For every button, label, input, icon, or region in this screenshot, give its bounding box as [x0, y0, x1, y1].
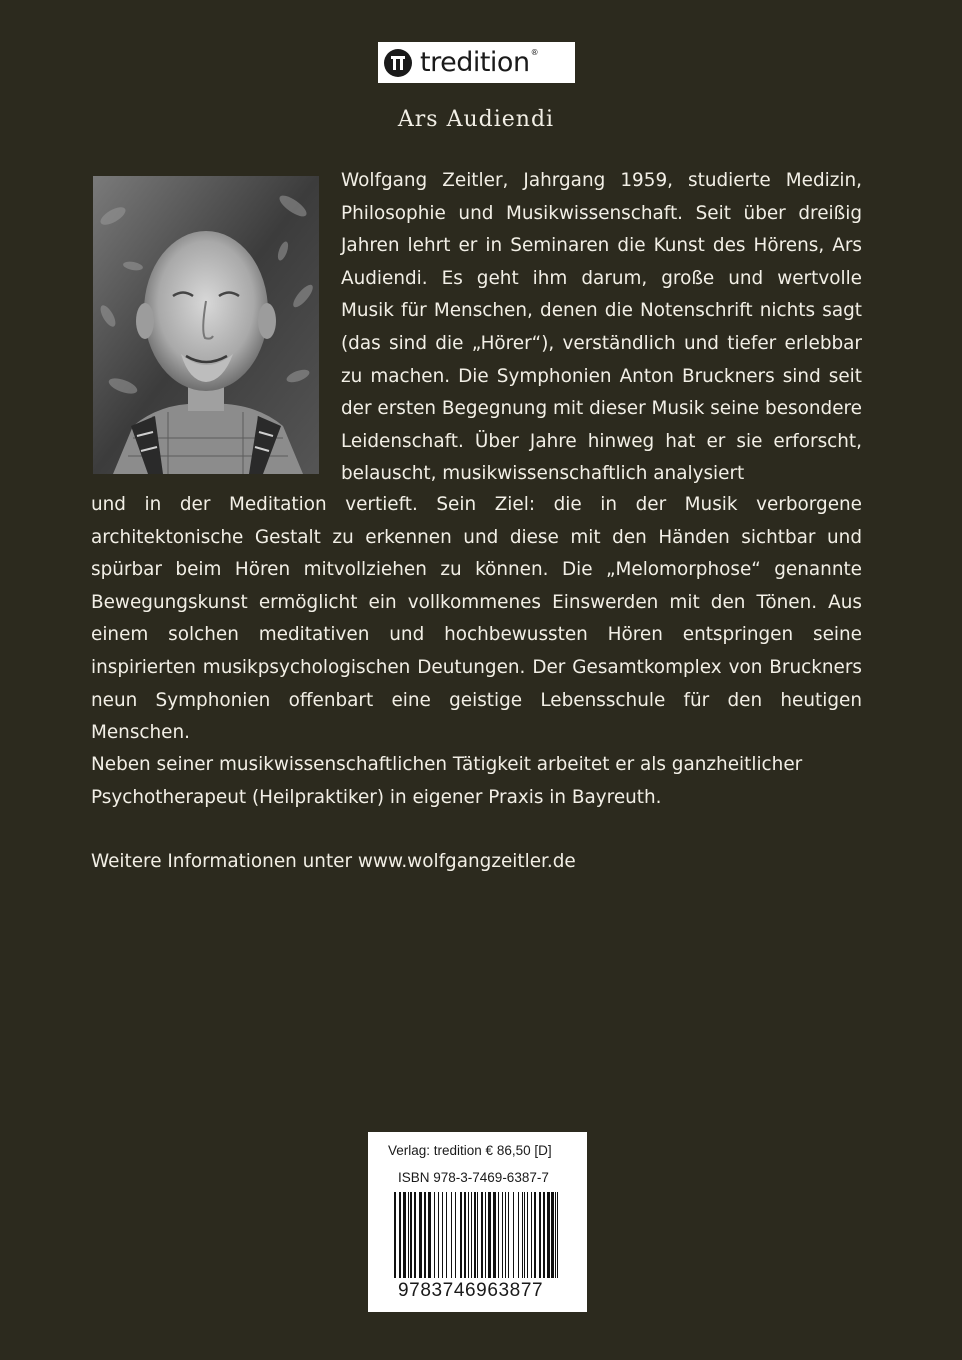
barcode-bar: [474, 1192, 476, 1278]
barcode-bar: [555, 1192, 556, 1278]
bio-paragraph-practice: Neben seiner musikwissenschaftlichen Tätigkeit arbeitet er als ganzheitlicher Psychotherapeut (Heilpraktiker) in eigener Praxis in Bayreuth.: [91, 754, 803, 808]
barcode-digits: 9783746963877: [398, 1280, 544, 1301]
barcode-bar: [498, 1192, 499, 1278]
barcode-bar: [424, 1192, 426, 1278]
barcode-bar: [513, 1192, 514, 1278]
barcode-bar: [518, 1192, 519, 1278]
publisher-logo: [378, 42, 575, 83]
barcode-bar: [468, 1192, 469, 1278]
barcode-bar: [551, 1192, 554, 1278]
barcode-bar: [455, 1192, 456, 1278]
barcode-bar: [502, 1192, 503, 1278]
barcode-bar: [527, 1192, 528, 1278]
publisher-name: tredition: [420, 47, 530, 78]
barcode-bar: [394, 1192, 396, 1278]
barcode-bar: [403, 1192, 406, 1278]
barcode-bar: [534, 1192, 536, 1278]
barcode-bar: [460, 1192, 462, 1278]
barcode-bar: [464, 1192, 466, 1278]
barcode-bar: [557, 1192, 558, 1278]
barcode-bar: [408, 1192, 409, 1278]
barcode-bar: [481, 1192, 483, 1278]
barcode-bar: [446, 1192, 447, 1278]
barcode-bar: [438, 1192, 439, 1278]
barcode-bar: [442, 1192, 443, 1278]
barcode-bar: [543, 1192, 545, 1278]
barcode-bar: [505, 1192, 506, 1278]
barcode-bar: [414, 1192, 416, 1278]
barcode-bar: [522, 1192, 523, 1278]
barcode-bar: [539, 1192, 541, 1278]
bio-paragraph-continued: und in der Meditation vertieft. Sein Ziel: die in der Musik verborgene architektonische Gestalt zu erkennen und diese mit den Händen sichtbar und spürbar beim Hören mitvollziehen zu können. Die „Melomorphose“ genannte Bewegungskunst ermöglicht ein vollkommenes Einswerden mit den Tönen. Aus einem solchen meditativen und hochbewussten Hören entspringen seine inspirierten musikpsychologischen Deutungen. Der Gesamtkomplex von Bruckners neun Symphonien offenbart eine geistige Lebensschule für den heutigen Menschen.: [91, 494, 862, 744]
barcode-bar: [493, 1192, 496, 1278]
barcode-bars: [394, 1192, 561, 1278]
price-line: Verlag: tredition € 86,50 [D]: [388, 1143, 552, 1158]
barcode-bar: [524, 1192, 525, 1278]
barcode-bar: [471, 1192, 472, 1278]
barcode-bar: [547, 1192, 550, 1278]
barcode-bar: [399, 1192, 401, 1278]
barcode-bar: [477, 1192, 478, 1278]
barcode-bar: [434, 1192, 435, 1278]
author-photo: [93, 176, 319, 474]
barcode-bar: [508, 1192, 509, 1278]
barcode-bar: [488, 1192, 491, 1278]
barcode-bar: [419, 1192, 422, 1278]
isbn-line: ISBN 978-3-7469-6387-7: [398, 1170, 549, 1185]
barcode-bar: [428, 1192, 431, 1278]
barcode-bar: [531, 1192, 532, 1278]
registered-mark: ®: [530, 48, 539, 57]
isbn-barcode-box: [368, 1132, 587, 1312]
barcode-bar: [451, 1192, 452, 1278]
tredition-logo-icon: [384, 49, 412, 77]
barcode-bar: [410, 1192, 412, 1278]
bio-paragraph-intro: Wolfgang Zeitler, Jahrgang 1959, studierte Medizin, Philosophie und Musikwissenschaft. Seit über dreißig Jahren lehrt er in Seminaren die Kunst des Hörens, Ars Audiendi. Es geht ihm darum, große und wertvolle Musik für Menschen, denen die Notenschrift nichts sagt (das sind die „Hörer“), verständlich und tiefer erlebbar zu machen. Die Symphonien Anton Bruckners sind seit der ersten Begegnung mit dieser Musik seine besondere Leidenschaft. Über Jahre hinweg hat er sie erforscht, belauscht, musikwissenschaftlich analysiert: [341, 170, 862, 485]
barcode-bar: [485, 1192, 486, 1278]
series-title: Ars Audiendi: [397, 107, 555, 132]
more-info-line: Weitere Informationen unter www.wolfgangzeitler.de: [91, 851, 576, 872]
